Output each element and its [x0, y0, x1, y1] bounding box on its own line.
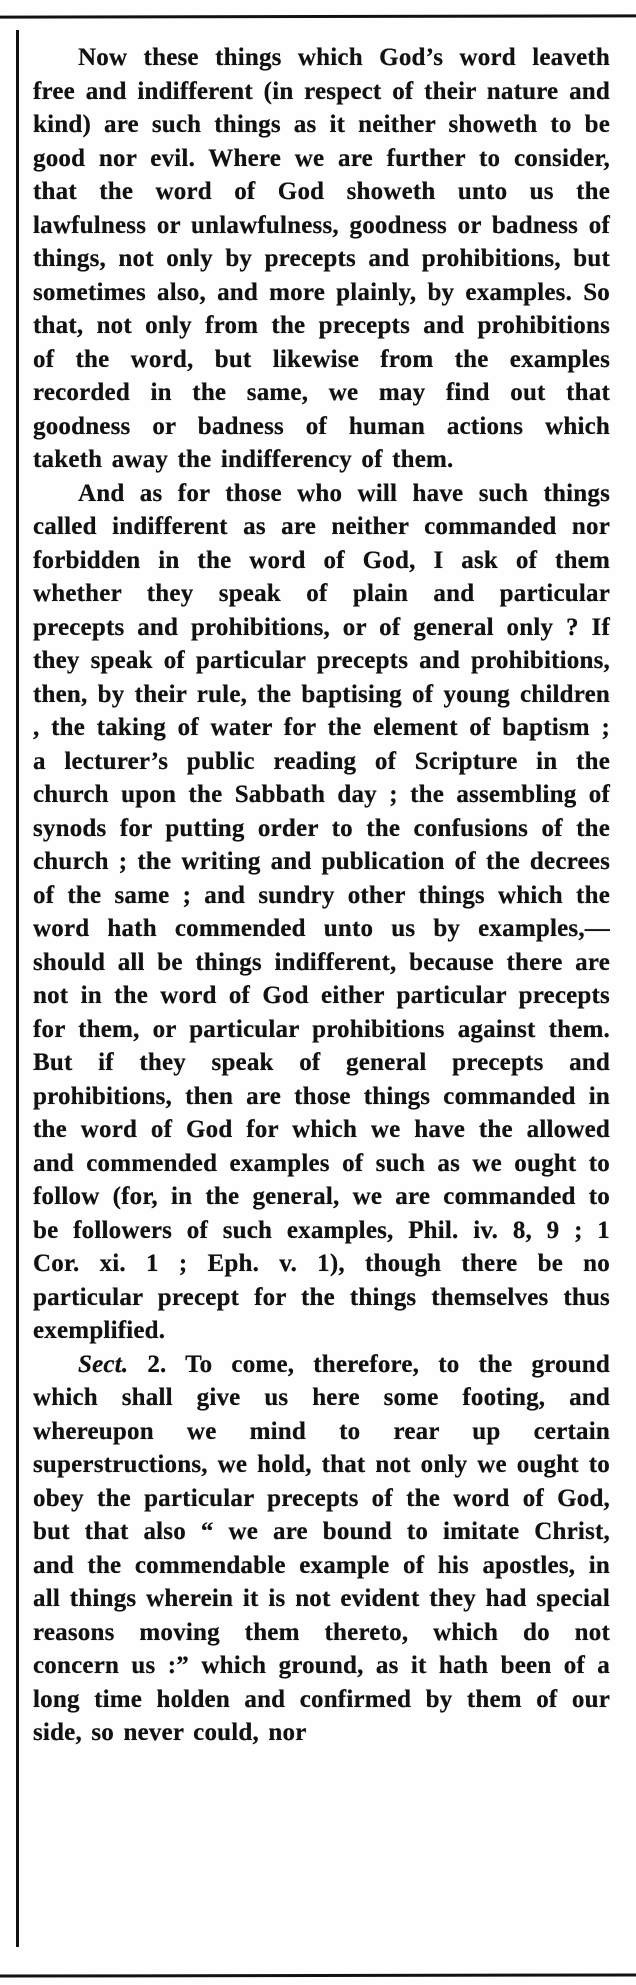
paragraph-sect-2 — [33, 1348, 610, 1750]
paragraph-sect-2-body: 2. To come, therefore, to the ground which shall give us here some footing, and whereupon we mind to rear up certain superstructions, we hold, that not only we ought to obey the particular precepts of the word of God, but that also “ we are bound to imitate Christ, and the commendable example of his apostles, in all things wherein it is not evident they had special reasons moving them thereto, which do not concern us :” which ground, as it hath been of a long time holden and confirmed by them of our side, so never could, nor — [33, 1350, 610, 1746]
paragraph-indifferent-things: Now these things which God’s word leaveth free and indifferent (in respect of their nature and kind) are such things as it neither showeth to be good nor evil. Where we are further to consider, that the word of God showeth unto us the lawfulness or unlawfulness, goodness or badness of things, not only by precepts and prohibitions, but sometimes also, and more plainly, by examples. So that, not only from the precepts and prohibitions of the word, but likewise from the examples recorded in the same, we may find out that goodness or badness of human actions which taketh away the indifferency of them. — [33, 44, 610, 473]
top-border-rule — [0, 14, 636, 18]
section-label: Sect. — [78, 1350, 129, 1378]
paragraph-precepts-and-prohibitions: And as for those who will have such things called indifferent as are neither commanded nor forbidden in the word of God, I ask of them whether they speak of plain and particular precepts and prohibitions, or of general only ? If they speak of particular precepts and prohibitions, then, by their rule, the baptising of young children , the taking of water for the element of baptism ; a lecturer’s public reading of Scripture in the church upon the Sabbath day ; the assembling of synods for putting order to the confusions of the church ; the writing and publication of the decrees of the same ; and sundry other things which the word hath commended unto us by examples,—should all be things indifferent, because there are not in the word of God either particular precepts for them, or particular prohibitions against them. But if they speak of general precepts and prohibitions, then are those things commanded in the word of God for which we have the allowed and commended examples of such as we ought to follow (for, in the general, we are commanded to be followers of such examples, Phil. iv. 8, 9 ; 1 Cor. xi. 1 ; Eph. v. 1), though there be no particular precept for the things themselves thus exemplified. — [33, 479, 610, 1344]
page-text-column — [33, 41, 610, 1750]
bottom-border-rule — [0, 1973, 636, 1977]
left-border-rule — [16, 30, 19, 1947]
